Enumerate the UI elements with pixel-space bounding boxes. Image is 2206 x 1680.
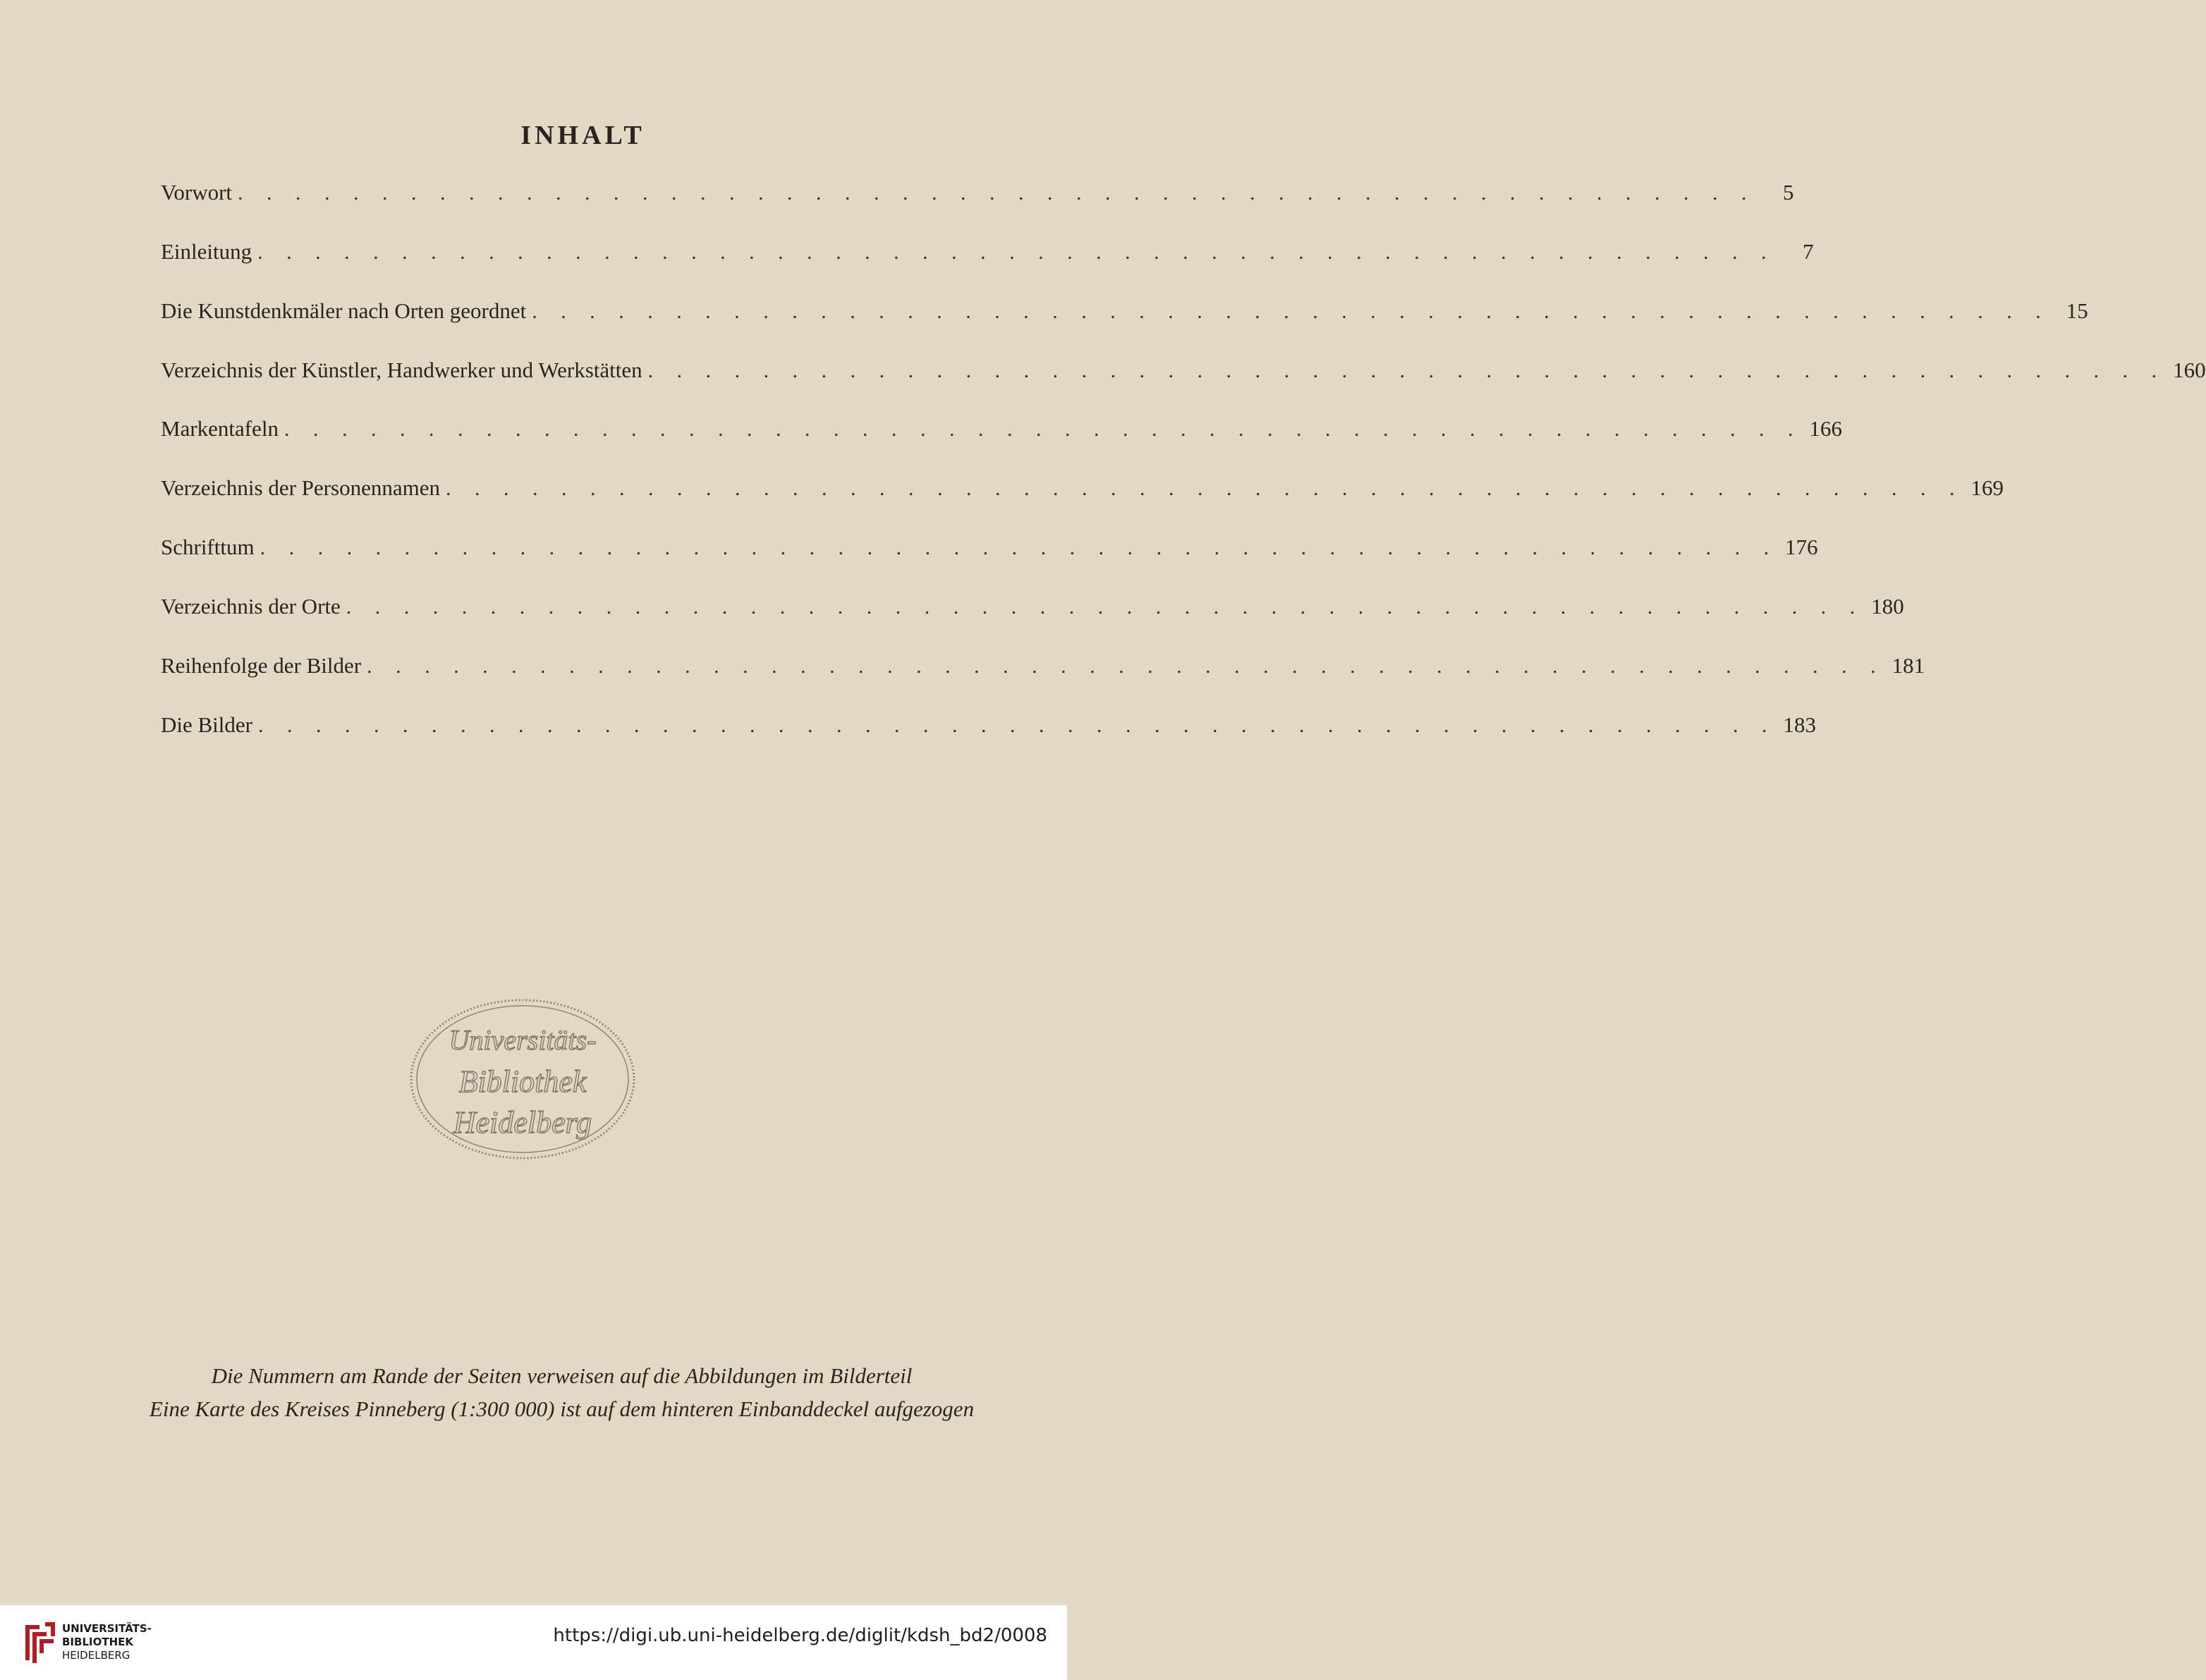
toc-row bbox=[161, 298, 2088, 332]
toc-title: Die Kunstdenkmäler nach Orten geordnet bbox=[161, 298, 527, 323]
library-name-line: HEIDELBERG bbox=[62, 1649, 130, 1662]
toc-page-number: 5 bbox=[1783, 180, 1794, 205]
toc-leader-dots: . . . . . . . . . . . . . . . . . . . . . . . . . . . . . . . . . . . . . . . . . . . . . . . . . . . . . bbox=[258, 714, 1777, 737]
footnote-line: Die Nummern am Rande der Seiten verweisen auf die Abbildungen im Bilderteil bbox=[211, 1363, 913, 1388]
toc-title: Vorwort bbox=[161, 180, 233, 205]
toc-page-number: 169 bbox=[1970, 475, 2004, 500]
permalink-url[interactable]: https://digi.ub.uni-heidelberg.de/diglit/kdsh_bd2/0008 bbox=[553, 1625, 1047, 1646]
library-name bbox=[62, 1622, 152, 1662]
viewer-footer bbox=[0, 1605, 1067, 1680]
toc-row bbox=[161, 180, 1794, 214]
toc-row bbox=[161, 239, 1814, 273]
toc-title: Verzeichnis der Personennamen bbox=[161, 475, 440, 500]
page-title: INHALT bbox=[520, 121, 645, 150]
toc-page-number: 181 bbox=[1891, 653, 1925, 678]
toc-leader-dots: . . . . . . . . . . . . . . . . . . . . . . . . . . . . . . . . . . . . . . . . . . . . . . . . . . . . . bbox=[445, 477, 1964, 500]
toc-leader-dots: . . . . . . . . . . . . . . . . . . . . . . . . . . . . . . . . . . . . . . . . . . . . . . . . . . . . . bbox=[647, 359, 2167, 382]
toc-title: Einleitung bbox=[161, 239, 252, 264]
toc-page-number: 183 bbox=[1783, 712, 1816, 737]
footnote-line: Eine Karte des Kreises Pinneberg (1:300 000) ist auf dem hinteren Einbanddeckel aufgezogen bbox=[149, 1396, 975, 1421]
toc-row bbox=[161, 358, 2206, 391]
toc-title: Verzeichnis der Künstler, Handwerker und Werkstätten bbox=[161, 358, 642, 382]
toc-page-number: 166 bbox=[1809, 416, 1842, 441]
toc-page-number: 180 bbox=[1871, 594, 1904, 619]
toc-title: Reihenfolge der Bilder bbox=[161, 653, 362, 678]
toc-title: Markentafeln bbox=[161, 416, 279, 441]
toc-leader-dots: . . . . . . . . . . . . . . . . . . . . . . . . . . . . . . . . . . . . . . . . . . . . . . . . . . . . . bbox=[532, 300, 2050, 323]
library-name-line: UNIVERSITÄTS- bbox=[62, 1622, 152, 1635]
toc-row bbox=[161, 594, 1904, 628]
toc-page-number: 160 bbox=[2173, 358, 2206, 382]
toc-page-number: 15 bbox=[2066, 298, 2088, 323]
toc-row bbox=[161, 535, 1818, 568]
toc-row bbox=[161, 653, 1925, 687]
toc-leader-dots: . . . . . . . . . . . . . . . . . . . . . . . . . . . . . . . . . . . . . . . . . . . . . . . . . . . . . bbox=[260, 536, 1779, 559]
stamp-text-line: Heidelberg bbox=[453, 1105, 592, 1140]
toc-title: Die Bilder bbox=[161, 712, 252, 737]
library-name-line: BIBLIOTHEK bbox=[62, 1636, 133, 1648]
toc-page-number: 7 bbox=[1803, 239, 1814, 264]
toc-title: Schrifttum bbox=[161, 535, 255, 559]
toc-row bbox=[161, 416, 1842, 450]
stamp-text-line: Universitäts- bbox=[449, 1024, 597, 1056]
toc-page-number: 176 bbox=[1785, 535, 1818, 559]
toc-leader-dots: . . . . . . . . . . . . . . . . . . . . . . . . . . . . . . . . . . . . . . . . . . . . . . . . . . . . . bbox=[346, 595, 1865, 619]
library-logo-icon bbox=[21, 1619, 59, 1666]
stamp-text-line: Bibliothek bbox=[458, 1064, 587, 1099]
toc-leader-dots: . . . . . . . . . . . . . . . . . . . . . . . . . . . . . . . . . . . . . . . . . . . . . . . . . . . . . bbox=[238, 181, 1756, 205]
toc-title: Verzeichnis der Orte bbox=[161, 594, 341, 619]
toc-leader-dots: . . . . . . . . . . . . . . . . . . . . . . . . . . . . . . . . . . . . . . . . . . . . . . . . . . . . . bbox=[257, 241, 1776, 264]
toc-row bbox=[161, 475, 2004, 509]
toc-leader-dots: . . . . . . . . . . . . . . . . . . . . . . . . . . . . . . . . . . . . . . . . . . . . . . . . . . . . . bbox=[284, 418, 1803, 441]
library-stamp bbox=[406, 994, 639, 1164]
toc-leader-dots: . . . . . . . . . . . . . . . . . . . . . . . . . . . . . . . . . . . . . . . . . . . . . . . . . . . . . bbox=[367, 655, 1885, 678]
toc-row bbox=[161, 712, 1816, 746]
